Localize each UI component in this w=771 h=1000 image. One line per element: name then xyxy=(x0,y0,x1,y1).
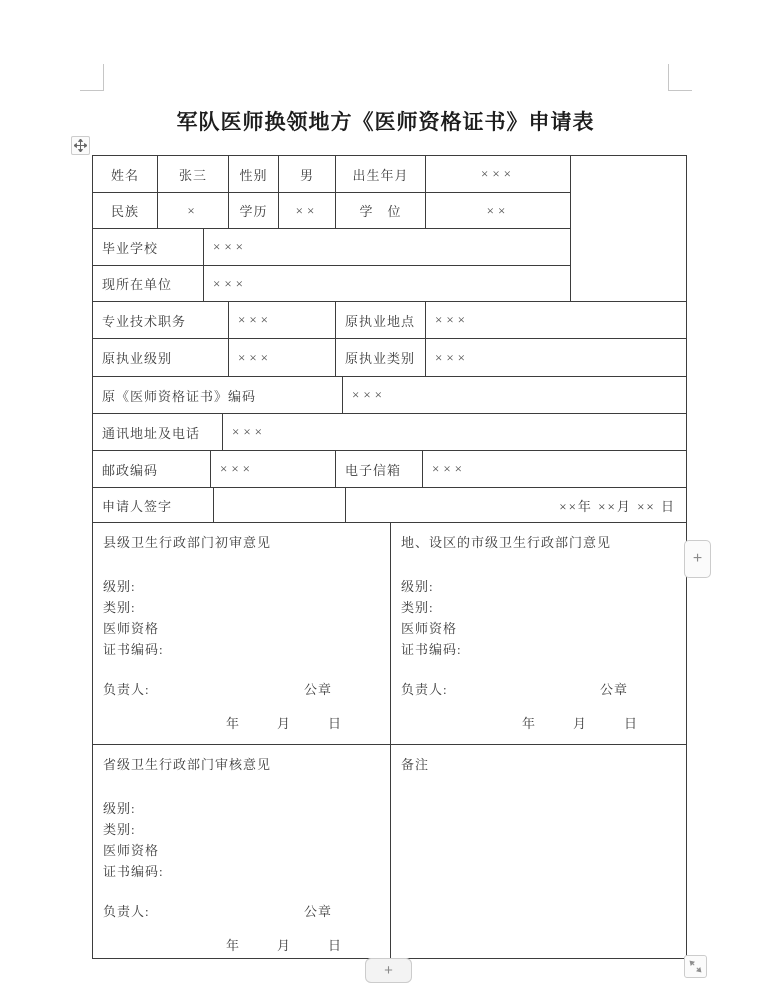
photo-cell[interactable] xyxy=(570,155,686,301)
city-seal-label: 公章 xyxy=(599,682,628,697)
county-year-label: 年 xyxy=(225,716,240,731)
province-year-label: 年 xyxy=(225,938,240,953)
county-month-label: 月 xyxy=(276,716,291,731)
ethnicity-label: 民族 xyxy=(110,204,139,219)
name-value-cell[interactable] xyxy=(157,155,228,192)
address-label-cell xyxy=(92,413,222,450)
education-value: ×× xyxy=(295,202,319,218)
school-label-cell xyxy=(92,228,203,265)
signature-label: 申请人签字 xyxy=(102,498,173,514)
province-opinion-cell[interactable] xyxy=(92,744,390,958)
gender-value-cell[interactable] xyxy=(278,155,335,192)
education-label-cell xyxy=(228,192,278,228)
insert-column-plus-button[interactable] xyxy=(684,540,711,578)
crop-mark-top-left-horizontal xyxy=(80,90,104,91)
school-label: 毕业学校 xyxy=(102,240,159,256)
county-category-line: 类别: xyxy=(103,600,136,615)
ethnicity-label-cell xyxy=(92,192,157,228)
practice-level-value-cell[interactable] xyxy=(228,338,335,376)
city-month-label: 月 xyxy=(572,716,587,731)
prof-title-value: ××× xyxy=(238,312,272,327)
degree-value: ×× xyxy=(486,202,510,218)
cert-code-value: ××× xyxy=(352,387,386,402)
practice-place-label: 原执业地点 xyxy=(345,313,416,329)
practice-place-value: ××× xyxy=(435,312,469,327)
county-qualification-line: 医师资格 xyxy=(103,621,160,636)
city-year-label: 年 xyxy=(521,716,536,731)
city-opinion-cell[interactable] xyxy=(390,522,686,744)
city-responsible-label: 负责人: xyxy=(401,682,448,697)
cert-code-label: 原《医师资格证书》编码 xyxy=(102,388,257,404)
county-certcode-line: 证书编码: xyxy=(103,642,164,657)
city-opinion-lines xyxy=(401,576,676,660)
county-opinion-cell[interactable] xyxy=(92,522,390,744)
province-opinion-lines xyxy=(103,798,380,882)
province-responsible-label: 负责人: xyxy=(103,904,150,919)
city-date-row xyxy=(391,713,638,732)
birth-label: 出生年月 xyxy=(352,167,409,183)
table-resize-handle[interactable] xyxy=(684,955,707,978)
application-form-table xyxy=(92,155,687,959)
province-date-row xyxy=(93,935,342,954)
county-level-line: 级别: xyxy=(103,579,136,594)
name-label-cell xyxy=(92,155,157,192)
address-value: ××× xyxy=(232,424,266,439)
province-certcode-line: 证书编码: xyxy=(103,864,164,879)
gender-label: 性别 xyxy=(239,167,268,183)
remarks-title: 备注 xyxy=(401,757,430,772)
city-category-line: 类别: xyxy=(401,600,434,615)
birth-label-cell xyxy=(335,155,425,192)
province-level-line: 级别: xyxy=(103,801,136,816)
county-day-label: 日 xyxy=(327,716,342,731)
province-day-label: 日 xyxy=(327,938,342,953)
county-seal-label: 公章 xyxy=(303,682,332,697)
province-month-label: 月 xyxy=(276,938,291,953)
postcode-value-cell[interactable] xyxy=(210,450,335,487)
degree-value-cell[interactable] xyxy=(425,192,570,228)
remarks-cell[interactable] xyxy=(390,744,686,958)
email-value: ××× xyxy=(432,461,466,476)
name-label: 姓名 xyxy=(110,167,139,183)
gender-value: 男 xyxy=(299,167,314,183)
degree-label-cell xyxy=(335,192,425,228)
practice-category-value: ××× xyxy=(435,349,469,365)
education-value-cell[interactable] xyxy=(278,192,335,228)
cert-code-label-cell xyxy=(92,376,342,413)
city-opinion-title: 地、设区的市级卫生行政部门意见 xyxy=(401,535,612,550)
table-move-handle[interactable] xyxy=(71,136,90,155)
unit-value-cell[interactable] xyxy=(203,265,570,301)
postcode-label: 邮政编码 xyxy=(102,462,159,478)
birth-value-cell[interactable] xyxy=(425,155,570,192)
province-opinion-title: 省级卫生行政部门审核意见 xyxy=(103,757,272,772)
province-category-line: 类别: xyxy=(103,822,136,837)
crop-mark-top-right-vertical xyxy=(668,64,669,90)
school-value: ××× xyxy=(213,239,247,254)
practice-place-value-cell[interactable] xyxy=(425,301,686,338)
education-label: 学历 xyxy=(239,204,268,219)
county-opinion-title: 县级卫生行政部门初审意见 xyxy=(103,535,272,550)
birth-value: ××× xyxy=(481,166,515,181)
cert-code-value-cell[interactable] xyxy=(342,376,686,413)
crop-mark-top-left-vertical xyxy=(103,64,104,90)
prof-title-value-cell[interactable] xyxy=(228,301,335,338)
crop-mark-top-right-horizontal xyxy=(668,90,692,91)
signature-date: ××年 ××月 ×× 日 xyxy=(559,498,676,514)
email-label: 电子信箱 xyxy=(345,462,402,478)
postcode-label-cell xyxy=(92,450,210,487)
prof-title-label: 专业技术职务 xyxy=(102,313,187,329)
province-responsible-row xyxy=(103,901,380,920)
page-title: 军队医师换领地方《医师资格证书》申请表 xyxy=(176,110,595,134)
signature-blank-cell[interactable] xyxy=(213,487,345,522)
county-opinion-lines xyxy=(103,576,380,660)
resize-icon xyxy=(689,960,702,973)
unit-value: ××× xyxy=(213,275,247,291)
city-responsible-row xyxy=(401,679,676,698)
degree-label: 学 位 xyxy=(359,204,402,219)
prof-title-label-cell xyxy=(92,301,228,338)
move-icon xyxy=(74,139,87,152)
ethnicity-value: × xyxy=(187,202,199,218)
address-value-cell[interactable] xyxy=(222,413,686,450)
ethnicity-value-cell[interactable] xyxy=(157,192,228,228)
insert-row-plus-button[interactable] xyxy=(365,958,412,983)
name-value: 张三 xyxy=(178,167,207,183)
plus-icon: + xyxy=(692,550,703,567)
city-qualification-line: 医师资格 xyxy=(401,621,458,636)
city-level-line: 级别: xyxy=(401,579,434,594)
county-date-row xyxy=(93,713,342,732)
address-label: 通讯地址及电话 xyxy=(102,425,201,441)
practice-category-label-cell xyxy=(335,338,425,376)
practice-level-label-cell xyxy=(92,338,228,376)
signature-label-cell xyxy=(92,487,213,522)
gender-label-cell xyxy=(228,155,278,192)
signature-date-cell[interactable] xyxy=(345,487,686,522)
unit-label: 现所在单位 xyxy=(102,277,173,292)
practice-level-value: ××× xyxy=(238,349,272,365)
city-certcode-line: 证书编码: xyxy=(401,642,462,657)
email-value-cell[interactable] xyxy=(422,450,686,487)
plus-icon: + xyxy=(384,962,393,979)
practice-category-label: 原执业类别 xyxy=(345,351,416,366)
practice-level-label: 原执业级别 xyxy=(102,351,173,366)
city-day-label: 日 xyxy=(623,716,638,731)
unit-label-cell xyxy=(92,265,203,301)
province-seal-label: 公章 xyxy=(303,904,332,919)
school-value-cell[interactable] xyxy=(203,228,570,265)
practice-category-value-cell[interactable] xyxy=(425,338,686,376)
postcode-value: ××× xyxy=(220,461,254,476)
county-responsible-row xyxy=(103,679,380,698)
county-responsible-label: 负责人: xyxy=(103,682,150,697)
province-qualification-line: 医师资格 xyxy=(103,843,160,858)
email-label-cell xyxy=(335,450,422,487)
practice-place-label-cell xyxy=(335,301,425,338)
